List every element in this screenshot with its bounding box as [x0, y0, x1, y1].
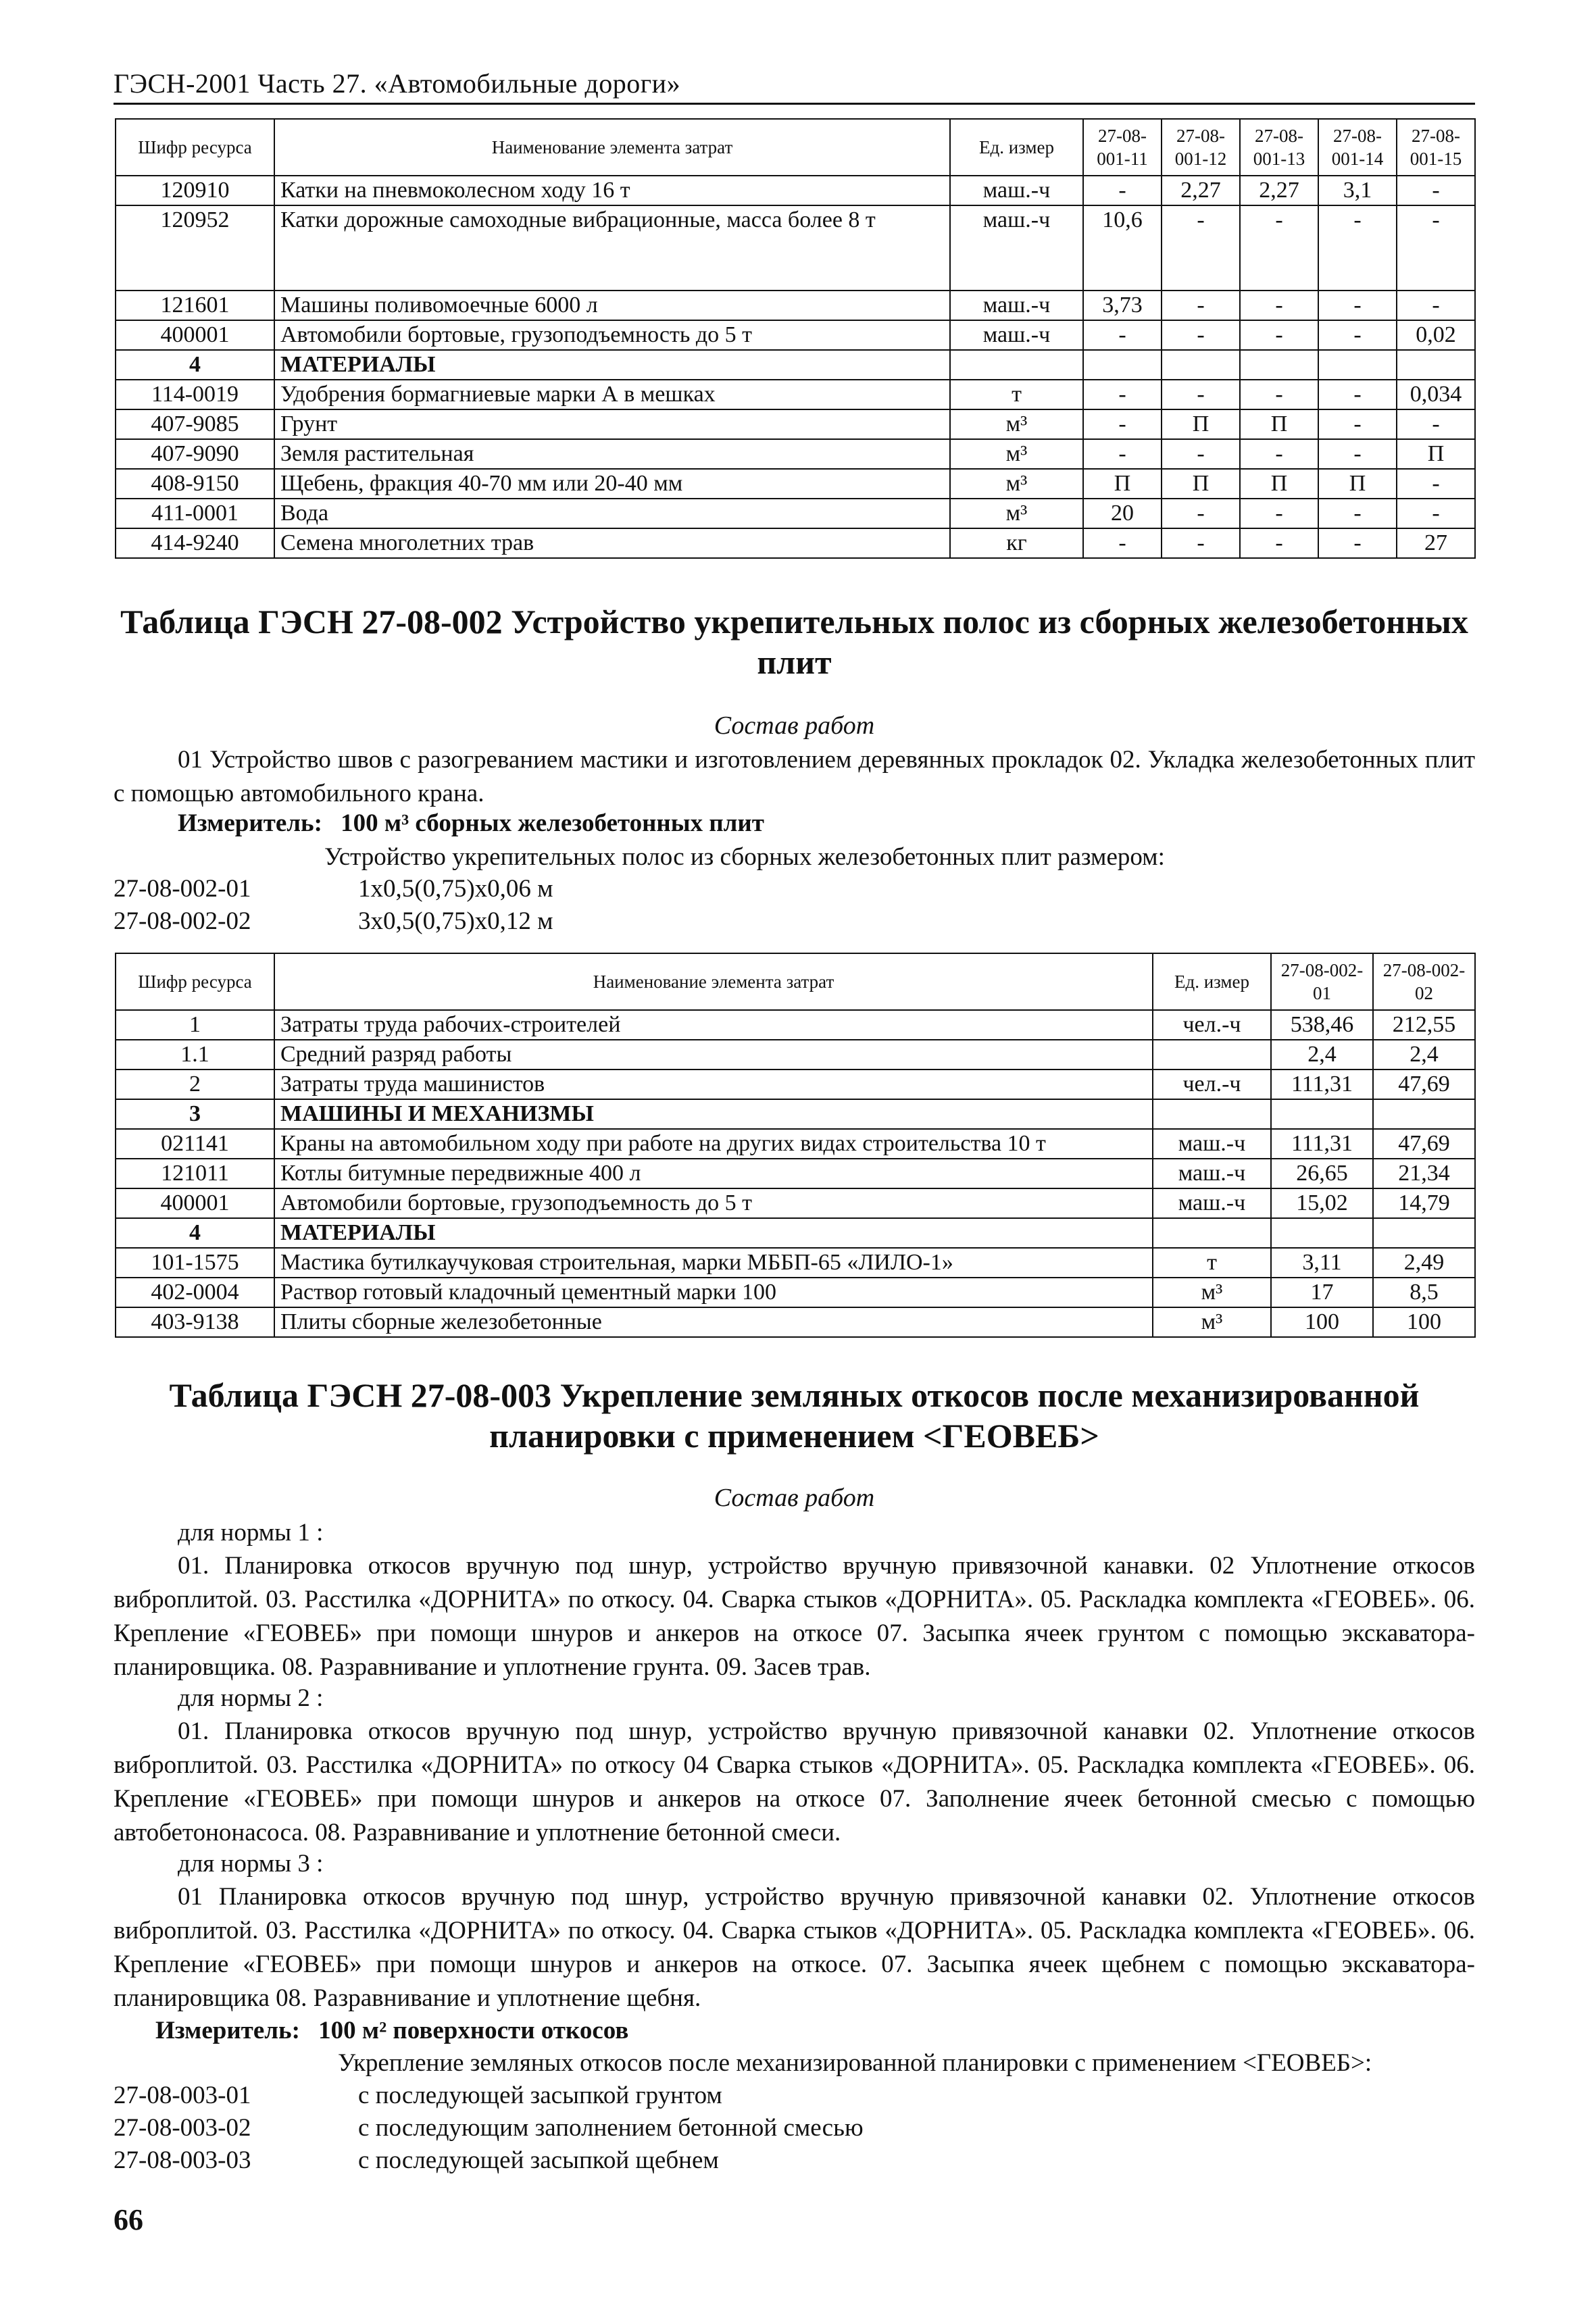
table-cell: 15,02 [1271, 1188, 1373, 1218]
table-cell: 20 [1083, 499, 1162, 528]
code-desc-2-2: 3х0,5(0,75)х0,12 м [358, 907, 553, 935]
column-header: 27-08-001-15 [1397, 119, 1475, 176]
table-row [116, 320, 1475, 350]
table-cell: 400001 [116, 1188, 274, 1218]
table-cell: Земля растительная [274, 439, 950, 469]
table-row [116, 291, 1475, 320]
table-cell: Затраты труда машинистов [274, 1070, 1153, 1099]
table-cell: - [1083, 409, 1162, 439]
table-cell [1153, 1040, 1271, 1070]
table-cell: - [1397, 409, 1475, 439]
code-2-1: 27-08-002-01 [114, 875, 251, 903]
works-heading-3: Состав работ [714, 1484, 875, 1512]
column-header: Ед. измер [1153, 953, 1271, 1010]
table-cell: 2,4 [1271, 1040, 1373, 1070]
table-row [116, 439, 1475, 469]
table-cell: 3,11 [1271, 1248, 1373, 1278]
column-header: Ед. измер [950, 119, 1083, 176]
table-cell [1373, 1099, 1475, 1129]
table-cell: - [1240, 320, 1318, 350]
page-number: 66 [114, 2203, 143, 2236]
table-cell: - [1318, 380, 1397, 409]
table-cell: 21,34 [1373, 1159, 1475, 1188]
table-row [116, 1070, 1475, 1099]
table-cell [1373, 1218, 1475, 1248]
table-cell: - [1240, 499, 1318, 528]
table-cell: Удобрения бормагниевые марки А в мешках [274, 380, 950, 409]
table-cell: - [1162, 205, 1240, 291]
table-cell: - [1318, 205, 1397, 291]
table-cell: м³ [950, 439, 1083, 469]
code-3-2: 27-08-003-02 [114, 2114, 251, 2142]
table-cell: - [1083, 439, 1162, 469]
table-cell: Вода [274, 499, 950, 528]
table-cell: 47,69 [1373, 1070, 1475, 1099]
table-cell: - [1397, 176, 1475, 205]
table-cell [1397, 350, 1475, 380]
measure-value-3: 100 м² поверхности откосов [318, 2017, 629, 2044]
table-cell: - [1397, 469, 1475, 499]
table-cell: - [1240, 528, 1318, 558]
code-desc-3-2: с последующим заполнением бетонной смесью [358, 2114, 864, 2142]
table-cell: - [1397, 499, 1475, 528]
table-row [116, 469, 1475, 499]
table-cell: Краны на автомобильном ходу при работе на других видах строительства 10 т [274, 1129, 1153, 1159]
column-header: 27-08-002-02 [1373, 953, 1475, 1010]
table-cell: - [1162, 291, 1240, 320]
table-row [116, 1099, 1475, 1129]
column-header: Наименование элемента затрат [274, 119, 950, 176]
table-cell [1318, 350, 1397, 380]
table-cell: П [1397, 439, 1475, 469]
norm3-text: 01 Планировка откосов вручную под шнур, устройство вручную привязочной канавки 02. Уплотнение откосов виброплитой. 03. Расстилка «ДОРНИТА» по откосу. 04. Сварка стыков «ДОРНИТА». 05. Раскладка комплекта «ГЕОВЕБ». 06. Крепление «ГЕОВЕБ» при помощи шнуров и анкеров на откосе. 07. Засыпка ячеек щебнем с помощью экскаватора-планировщика 08. Разравнивание и уплотнение щебня. [114, 1883, 1475, 2012]
table-cell: - [1083, 320, 1162, 350]
table-cell: - [1240, 439, 1318, 469]
table-cell: Катки дорожные самоходные вибрационные, масса более 8 т [274, 205, 950, 291]
table-cell: 407-9090 [116, 439, 274, 469]
table-cell: м³ [950, 469, 1083, 499]
table-cell: м³ [950, 499, 1083, 528]
table-cell: 407-9085 [116, 409, 274, 439]
table-cell: 0,02 [1397, 320, 1475, 350]
table-cell: Катки на пневмоколесном ходу 16 т [274, 176, 950, 205]
table-cell: 120952 [116, 205, 274, 291]
table-cell: 212,55 [1373, 1010, 1475, 1040]
table-cell: Котлы битумные передвижные 400 л [274, 1159, 1153, 1188]
table-cell: П [1318, 469, 1397, 499]
intro-2: Устройство укрепительных полос из сборных железобетонных плит размером: [324, 843, 1165, 871]
table-header-row [116, 119, 1475, 176]
table-cell: П [1162, 469, 1240, 499]
table-row [116, 1188, 1475, 1218]
code-desc-3-1: с последующей засыпкой грунтом [358, 2082, 722, 2109]
table-cell: - [1318, 528, 1397, 558]
table-cell: Затраты труда рабочих-строителей [274, 1010, 1153, 1040]
table-cell: 538,46 [1271, 1010, 1373, 1040]
intro-3: Укрепление земляных откосов после механизированной планировки с применением <ГЕОВЕБ>: [338, 2049, 1372, 2077]
table-cell: 021141 [116, 1129, 274, 1159]
table-cell: т [950, 380, 1083, 409]
table-cell: - [1083, 380, 1162, 409]
code-2-2: 27-08-002-02 [114, 907, 251, 935]
table-row [116, 380, 1475, 409]
table-cell: 3,1 [1318, 176, 1397, 205]
column-header: Шифр ресурса [116, 119, 274, 176]
norm1-text: 01. Планировка откосов вручную под шнур, устройство вручную привязочной канавки. 02 Уплотнение откосов виброплитой. 03. Расстилка «ДОРНИТА» по откосу. 04. Сварка стыков «ДОРНИТА». 05. Раскладка комплекта «ГЕОВЕБ». 06. Крепление «ГЕОВЕБ» при помощи шнуров и анкеров на откосе 07. Засыпка ячеек грунтом с помощью экскаватора-планировщика. 08. Разравнивание и уплотнение грунта. 09. Засев трав. [114, 1552, 1475, 1681]
table-cell: 2,27 [1162, 176, 1240, 205]
running-header: ГЭСН-2001 Часть 27. «Автомобильные дороги» [114, 68, 681, 99]
table-cell: - [1240, 380, 1318, 409]
table-cell [1271, 1099, 1373, 1129]
code-3-1: 27-08-003-01 [114, 2082, 251, 2109]
table-cell: 2,49 [1373, 1248, 1475, 1278]
table-cell [1271, 1218, 1373, 1248]
table-cell: 2 [116, 1070, 274, 1099]
table-cell: 100 [1271, 1307, 1373, 1337]
table-cell: 101-1575 [116, 1248, 274, 1278]
table-cell [1153, 1099, 1271, 1129]
table-cell: маш.-ч [1153, 1159, 1271, 1188]
table-cell: 3 [116, 1099, 274, 1129]
table-cell: Мастика бутилкаучуковая строительная, марки МББП-65 «ЛИЛО-1» [274, 1248, 1153, 1278]
table-cell: - [1397, 291, 1475, 320]
table-cell: 100 [1373, 1307, 1475, 1337]
table-cell: Средний разряд работы [274, 1040, 1153, 1070]
table-cell: чел.-ч [1153, 1010, 1271, 1040]
table-cell: П [1240, 469, 1318, 499]
table-cell: 10,6 [1083, 205, 1162, 291]
table-row [116, 350, 1475, 380]
table-cell: П [1240, 409, 1318, 439]
table-cell: - [1318, 439, 1397, 469]
table-2-title: Таблица ГЭСН 27-08-002 Устройство укрепительных полос из сборных железобетонных плит [120, 603, 1468, 681]
table-cell [1162, 350, 1240, 380]
works-text-2: 01 Устройство швов с разогреванием мастики и изготовлением деревянных прокладок 02. Укладка железобетонных плит с помощью автомобильного крана. [114, 746, 1475, 807]
table-row [116, 1218, 1475, 1248]
header-rule [114, 103, 1475, 105]
table-cell [950, 350, 1083, 380]
table-cell: 411-0001 [116, 499, 274, 528]
table-cell: 111,31 [1271, 1070, 1373, 1099]
column-header: Шифр ресурса [116, 953, 274, 1010]
table-cell: м³ [950, 409, 1083, 439]
norm2-label: для нормы 2 : [178, 1684, 324, 1712]
table-row [116, 409, 1475, 439]
table-cell: - [1318, 499, 1397, 528]
norm2-text: 01. Планировка откосов вручную под шнур, устройство вручную привязочной канавки 02. Уплотнение откосов виброплитой. 03. Расстилка «ДОРНИТА» по откосу 04 Сварка стыков «ДОРНИТА». 05. Раскладка комплекта «ГЕОВЕБ». 06. Крепление «ГЕОВЕБ» при помощи шнуров и анкеров на откосе 07. Заполнение ячеек бетонной смесью с помощью автобетононасоса. 08. Разравнивание и уплотнение бетонной смеси. [114, 1717, 1475, 1846]
table-cell: П [1083, 469, 1162, 499]
table-27-08-002 [115, 953, 1476, 1338]
measure-line-3 [155, 2015, 628, 2047]
table-row [116, 499, 1475, 528]
table-cell: 47,69 [1373, 1129, 1475, 1159]
table-cell: Плиты сборные железобетонные [274, 1307, 1153, 1337]
code-desc-3-3: с последующей засыпкой щебнем [358, 2146, 719, 2174]
table-cell [1240, 350, 1318, 380]
table-cell: 3,73 [1083, 291, 1162, 320]
table-row [116, 1010, 1475, 1040]
table-cell: маш.-ч [950, 176, 1083, 205]
table-cell: т [1153, 1248, 1271, 1278]
table-row [116, 1278, 1475, 1307]
table-cell: м³ [1153, 1278, 1271, 1307]
table-cell: маш.-ч [1153, 1188, 1271, 1218]
table-cell: - [1162, 380, 1240, 409]
works-heading-2: Состав работ [714, 711, 875, 740]
table-cell: МАТЕРИАЛЫ [274, 350, 950, 380]
table-cell: чел.-ч [1153, 1070, 1271, 1099]
measure-value-2: 100 м³ сборных железобетонных плит [341, 809, 764, 837]
table-row [116, 1307, 1475, 1337]
table-cell: Грунт [274, 409, 950, 439]
table-cell: 400001 [116, 320, 274, 350]
table-cell: 114-0019 [116, 380, 274, 409]
table-cell: 403-9138 [116, 1307, 274, 1337]
table-cell: Раствор готовый кладочный цементный марки 100 [274, 1278, 1153, 1307]
norm3-label: для нормы 3 : [178, 1850, 324, 1878]
measure-line-2 [178, 807, 764, 840]
table-cell: - [1240, 205, 1318, 291]
table-cell: - [1083, 176, 1162, 205]
table-cell: - [1318, 291, 1397, 320]
table-cell: маш.-ч [950, 291, 1083, 320]
table-cell: - [1162, 499, 1240, 528]
column-header: 27-08-001-12 [1162, 119, 1240, 176]
table-cell: Машины поливомоечные 6000 л [274, 291, 950, 320]
table-cell: 402-0004 [116, 1278, 274, 1307]
table-cell: 2,4 [1373, 1040, 1475, 1070]
table-cell: - [1162, 439, 1240, 469]
table-cell: Щебень, фракция 40-70 мм или 20-40 мм [274, 469, 950, 499]
table-row [116, 1040, 1475, 1070]
measure-label-2: Измеритель: [178, 809, 322, 837]
table-cell: МАШИНЫ И МЕХАНИЗМЫ [274, 1099, 1153, 1129]
table-cell: - [1240, 291, 1318, 320]
code-3-3: 27-08-003-03 [114, 2146, 251, 2174]
table-cell: 14,79 [1373, 1188, 1475, 1218]
column-header: 27-08-001-13 [1240, 119, 1318, 176]
table-cell: 26,65 [1271, 1159, 1373, 1188]
table-cell: - [1397, 205, 1475, 291]
table-cell: 121601 [116, 291, 274, 320]
column-header: Наименование элемента затрат [274, 953, 1153, 1010]
table-cell: 0,034 [1397, 380, 1475, 409]
table-cell: маш.-ч [950, 205, 1083, 291]
table-cell: П [1162, 409, 1240, 439]
table-row [116, 1129, 1475, 1159]
measure-label-3: Измеритель: [155, 2017, 300, 2044]
table-cell: 1 [116, 1010, 274, 1040]
table-3-title: Таблица ГЭСН 27-08-003 Укрепление земляных откосов после механизированной планировки с применением <ГЕОВЕБ> [169, 1376, 1420, 1455]
table-row [116, 205, 1475, 291]
table-cell: 4 [116, 1218, 274, 1248]
table-cell: - [1083, 528, 1162, 558]
table-cell: - [1318, 409, 1397, 439]
code-desc-2-1: 1х0,5(0,75)х0,06 м [358, 875, 553, 903]
table-cell: маш.-ч [1153, 1129, 1271, 1159]
table-27-08-001 [115, 118, 1476, 559]
table-cell [1083, 350, 1162, 380]
table-cell: Автомобили бортовые, грузоподъемность до 5 т [274, 1188, 1153, 1218]
table-cell: 414-9240 [116, 528, 274, 558]
table-cell: 2,27 [1240, 176, 1318, 205]
table-cell: маш.-ч [950, 320, 1083, 350]
table-cell: 120910 [116, 176, 274, 205]
table-cell: - [1162, 528, 1240, 558]
table-row [116, 528, 1475, 558]
table-cell: 4 [116, 350, 274, 380]
table-cell: - [1162, 320, 1240, 350]
table-header-row [116, 953, 1475, 1010]
table-cell: Автомобили бортовые, грузоподъемность до 5 т [274, 320, 950, 350]
column-header: 27-08-001-14 [1318, 119, 1397, 176]
table-cell [1153, 1218, 1271, 1248]
table-cell: Семена многолетних трав [274, 528, 950, 558]
table-cell: 8,5 [1373, 1278, 1475, 1307]
table-cell: 1.1 [116, 1040, 274, 1070]
table-cell: м³ [1153, 1307, 1271, 1337]
column-header: 27-08-002-01 [1271, 953, 1373, 1010]
column-header: 27-08-001-11 [1083, 119, 1162, 176]
table-cell: 27 [1397, 528, 1475, 558]
table-row [116, 176, 1475, 205]
table-cell: кг [950, 528, 1083, 558]
table-row [116, 1159, 1475, 1188]
table-row [116, 1248, 1475, 1278]
table-cell: - [1318, 320, 1397, 350]
norm1-label: для нормы 1 : [178, 1519, 324, 1546]
table-cell: 111,31 [1271, 1129, 1373, 1159]
table-cell: 408-9150 [116, 469, 274, 499]
table-cell: 121011 [116, 1159, 274, 1188]
table-cell: 17 [1271, 1278, 1373, 1307]
table-cell: МАТЕРИАЛЫ [274, 1218, 1153, 1248]
